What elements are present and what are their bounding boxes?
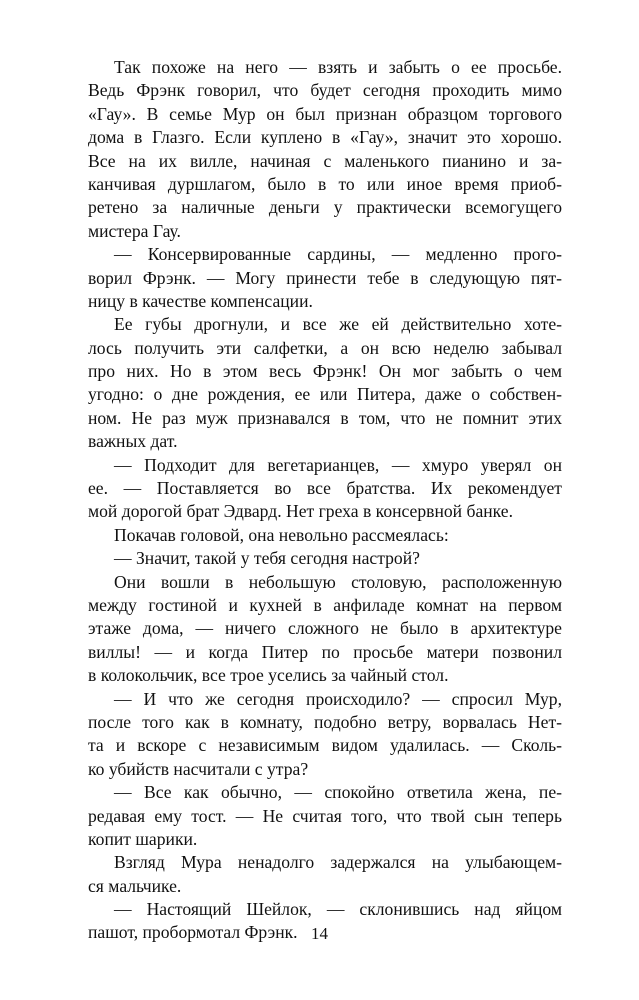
text-line: мистера Гау. — [88, 220, 181, 241]
text-line: Взгляд Мура ненадолго задержался на улыбающем- — [114, 852, 562, 873]
text-line: важных дат. — [88, 431, 178, 452]
text-line: пашот, пробормотал Фрэнк. — [88, 922, 298, 943]
text-line: Ведь Фрэнк говорил, что будет сегодня проходить мимо — [88, 80, 562, 101]
text-line: — Настоящий Шейлок, — склонившись над яйцом — [114, 899, 562, 920]
text-line: Все на их вилле, начиная с маленького пианино и за- — [88, 150, 562, 171]
text-line: Они вошли в небольшую столовую, расположенную — [114, 571, 562, 592]
text-line: копит шарики. — [88, 828, 198, 849]
text-line: этаже дома, — ничего сложного не было в архитектуре — [88, 618, 562, 639]
text-line: — Все как обычно, — спокойно ответила жена, пе- — [114, 782, 562, 803]
text-line: канчивая дуршлагом, было в то или иное время приоб- — [88, 173, 562, 194]
text-line: ся мальчике. — [88, 875, 182, 896]
text-line: мой дорогой брат Эдвард. Нет греха в консервной банке. — [88, 501, 513, 522]
text-line: ворил Фрэнк. — Могу принести тебе в следующую пят- — [88, 267, 562, 288]
text-line: после того как в комнату, подобно ветру, ворвалась Нет- — [88, 711, 562, 732]
text-line: — Значит, такой у тебя сегодня настрой? — [114, 548, 420, 569]
text-line: ном. Не раз муж признавался в том, что не помнит этих — [88, 407, 562, 428]
text-line: ретено за наличные деньги у практически всемогущего — [88, 197, 562, 218]
text-line: — Подходит для вегетарианцев, — хмуро уверял он — [114, 454, 562, 475]
text-line: Ее губы дрогнули, и все же ей действительно хоте- — [114, 314, 562, 335]
text-line: редавая ему тост. — Не считая того, что твой сын теперь — [88, 805, 562, 826]
text-line: ко убийств насчитали с утра? — [88, 758, 309, 779]
text-line: дома в Глазго. Если куплено в «Гау», значит это хорошо. — [88, 127, 562, 148]
text-line: та и вскоре с независимым видом удалилась. — Сколь- — [88, 735, 562, 756]
text-line: в колокольчик, все трое уселись за чайный стол. — [88, 665, 449, 686]
text-line: «Гау». В семье Мур он был признан образцом торгового — [88, 103, 562, 124]
text-line: — Консервированные сардины, — медленно прого- — [114, 244, 562, 265]
text-line: — И что же сегодня происходило? — спросил Мур, — [114, 688, 562, 709]
text-line: лось получить эти салфетки, а он всю неделю забывал — [88, 337, 562, 358]
text-line: между гостиной и кухней в анфиладе комнат на первом — [88, 594, 562, 615]
text-line: ее. — Поставляется во все братства. Их рекомендует — [88, 478, 562, 499]
text-line: Покачав головой, она невольно рассмеялась: — [114, 524, 449, 545]
body-text — [88, 56, 562, 945]
text-line: виллы! — и когда Питер по просьбе матери позвонил — [88, 641, 562, 662]
text-line: Так похоже на него — взять и забыть о ее просьбе. — [114, 57, 562, 77]
text-line: про них. Но в этом весь Фрэнк! Он мог забыть о чем — [88, 361, 562, 382]
page-number: 14 — [311, 924, 328, 943]
text-line: ницу в качестве компенсации. — [88, 290, 313, 311]
text-line: угодно: о дне рождения, ее или Питера, даже о собствен- — [88, 384, 562, 405]
